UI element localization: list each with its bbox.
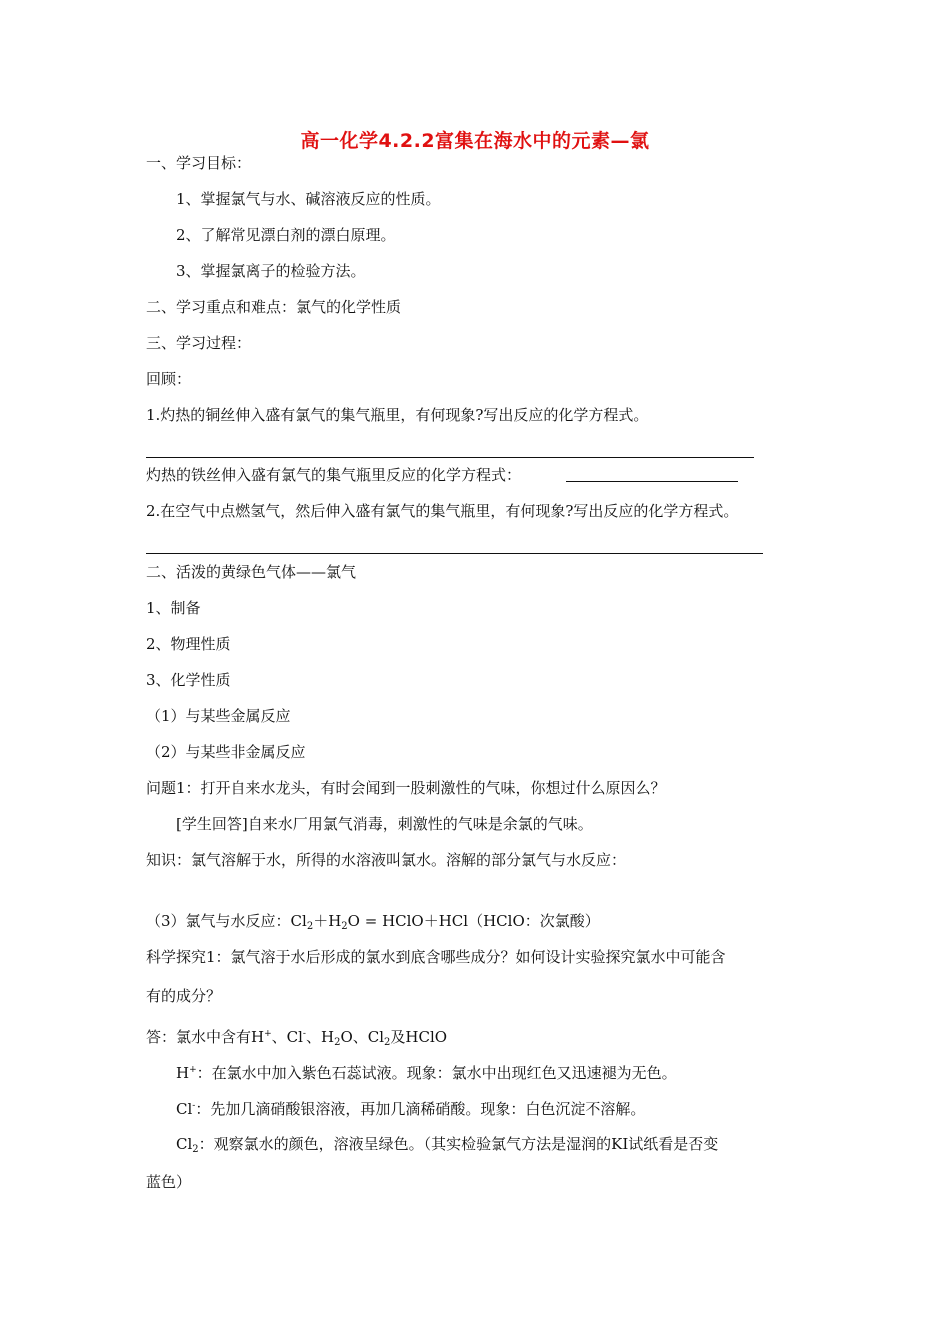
reaction-equation bbox=[146, 911, 600, 937]
answer-line bbox=[146, 457, 754, 458]
superscript: - bbox=[302, 1029, 306, 1039]
h-ion-test bbox=[176, 1060, 677, 1083]
part-2-item-3b: （2）与某些非金属反应 bbox=[146, 743, 306, 761]
subscript: 2 bbox=[192, 1144, 199, 1155]
superscript: - bbox=[192, 1101, 196, 1111]
document-title: 高一化学4.2.2富集在海水中的元素—氯 bbox=[300, 130, 650, 152]
section-3-heading: 三、学习过程： bbox=[146, 334, 252, 352]
molecule-symbol: Cl bbox=[176, 1135, 193, 1153]
explore-line-2: 有的成分？ bbox=[146, 987, 222, 1005]
superscript: + bbox=[264, 1029, 272, 1039]
student-answer: [学生回答]自来水厂用氯气消毒，刺激性的气味是余氯的气味。 bbox=[176, 815, 593, 833]
objective-1: 1、掌握氯气与水、碱溶液反应的性质。 bbox=[176, 190, 441, 208]
part-2-item-2: 2、物理性质 bbox=[146, 635, 231, 653]
answer-part: O、Cl bbox=[340, 1028, 385, 1046]
ion-symbol: Cl bbox=[176, 1100, 193, 1118]
review-question-2: 2.在空气中点燃氢气，然后伸入盛有氯气的集气瓶里，有何现象?写出反应的化学方程式。 bbox=[146, 502, 739, 520]
subscript: 2 bbox=[384, 1037, 391, 1048]
answer-line bbox=[566, 481, 738, 482]
part-2-item-3a: （1）与某些金属反应 bbox=[146, 707, 291, 725]
answer-components bbox=[146, 1024, 447, 1053]
cl-ion-test bbox=[176, 1096, 645, 1119]
superscript: + bbox=[189, 1065, 197, 1075]
ion-symbol: H bbox=[176, 1064, 190, 1082]
cl2-test bbox=[176, 1134, 718, 1160]
section-1-heading: 一、学习目标： bbox=[146, 154, 252, 172]
question-1: 问题1：打开自来水龙头，有时会闻到一股刺激性的气味，你想过什么原因么？ bbox=[146, 779, 666, 797]
review-heading: 回顾： bbox=[146, 370, 192, 388]
reaction-part: ＋H bbox=[313, 912, 342, 930]
answer-part: 、Cl bbox=[271, 1028, 303, 1046]
review-question-1b: 灼热的铁丝伸入盛有氯气的集气瓶里反应的化学方程式： bbox=[146, 466, 522, 484]
answer-part: 及HClO bbox=[390, 1028, 448, 1046]
answer-line bbox=[146, 553, 763, 554]
explore-line-1: 科学探究1：氯气溶于水后形成的氯水到底含哪些成分？如何设计实验探究氯水中可能含 bbox=[146, 948, 726, 966]
objective-2: 2、了解常见漂白剂的漂白原理。 bbox=[176, 226, 396, 244]
test-description: ：在氯水中加入紫色石蕊试液。现象：氯水中出现红色又迅速褪为无色。 bbox=[196, 1064, 677, 1082]
answer-part: 、H bbox=[305, 1028, 335, 1046]
part-2-item-1: 1、制备 bbox=[146, 599, 201, 617]
review-question-1: 1.灼热的铜丝伸入盛有氯气的集气瓶里，有何现象?写出反应的化学方程式。 bbox=[146, 406, 649, 424]
subscript: 2 bbox=[306, 921, 314, 932]
answer-part: 答：氯水中含有H bbox=[146, 1028, 265, 1046]
part-2-heading: 二、活泼的黄绿色气体——氯气 bbox=[146, 563, 357, 581]
section-2-heading: 二、学习重点和难点：氯气的化学性质 bbox=[146, 298, 402, 316]
subscript: 2 bbox=[341, 921, 348, 932]
reaction-part: O = HClO＋HCl（HClO：次氯酸） bbox=[347, 912, 600, 930]
objective-3: 3、掌握氯离子的检验方法。 bbox=[176, 262, 366, 280]
cl2-test-continued: 蓝色） bbox=[146, 1173, 192, 1191]
test-description: ：观察氯水的颜色，溶液呈绿色。（其实检验氯气方法是湿润的KI试纸看是否变 bbox=[198, 1135, 719, 1153]
part-2-item-3: 3、化学性质 bbox=[146, 671, 231, 689]
reaction-part: （3）氯气与水反应：Cl bbox=[146, 912, 307, 930]
test-description: ：先加几滴硝酸银溶液，再加几滴稀硝酸。现象：白色沉淀不溶解。 bbox=[195, 1100, 646, 1118]
subscript: 2 bbox=[334, 1037, 341, 1048]
knowledge-note: 知识：氯气溶解于水，所得的水溶液叫氯水。溶解的部分氯气与水反应： bbox=[146, 851, 627, 869]
